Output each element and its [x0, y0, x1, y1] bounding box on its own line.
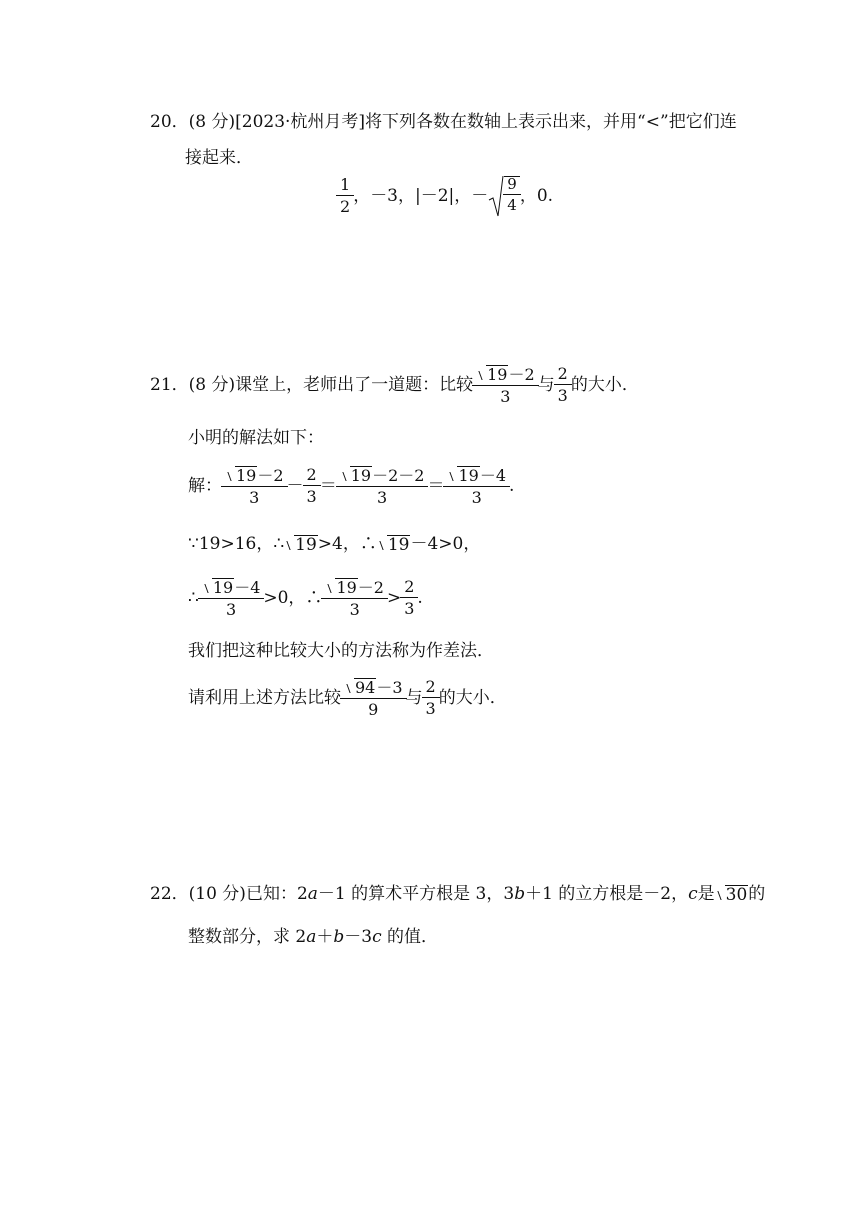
q21-solution-line: 解： $\frac{19-2}{3}$ － $\frac{2}{3}$ ＝ $\frac{19-2-2}{3}$ ＝ $\frac{19-4}{3}$ .: [188, 465, 515, 507]
q21-task-fraction-2: $\frac{2}{3}$: [424, 679, 438, 717]
q20-line2: 接起来．: [185, 148, 253, 168]
q21-points: (8 分): [188, 374, 236, 395]
q21-method-title: 小明的解法如下：: [188, 428, 324, 448]
q20-sqrt-nine-quarters: $\frac{9}{4}$: [488, 174, 520, 218]
q21-sol-fraction-d: $\frac{19-4}{3}$: [445, 466, 508, 506]
q21-intro: 21． (8 分) 课堂上，老师出了一道题：比较 $\frac{19-2}{3}$ 与 $\frac{2}{3}$ 的大小．: [150, 364, 639, 406]
q20-number-list: $\frac{1}{2}$ ， －3，|－2|，－ $\frac{9}{4}$ ，0.: [337, 174, 553, 218]
q20-points: (8 分): [188, 112, 236, 132]
q22-number: 22．: [150, 884, 189, 904]
q21-method-name: 我们把这种比较大小的方法称为作差法．: [188, 641, 494, 661]
q21-step2-sqrt-1: 19: [284, 535, 318, 554]
q21-sol-fraction-b: $\frac{2}{3}$: [305, 467, 319, 505]
q22-sqrt-30: 30: [715, 885, 749, 904]
q20-values: －3，|－2|，－: [370, 185, 489, 206]
q20-text: 将下列各数在数轴上表示出来，并用“<”把它们连: [365, 112, 737, 132]
q21-step2-sqrt-2: 19: [377, 535, 411, 554]
q20-source: [2023·杭州月考]: [235, 112, 366, 132]
q21-step3-fraction-1: $\frac{19-4}{3}$: [200, 578, 263, 618]
q20-fraction-half: $\frac{1}{2}$: [338, 177, 352, 215]
q22-points: (10 分): [188, 884, 246, 904]
q21-sol-fraction-a: $\frac{19-2}{3}$: [223, 466, 286, 506]
q21-step2: ∵19>16，∴ 19 >4，∴ 19 －4>0，: [188, 534, 481, 555]
q21-number: 21．: [150, 374, 189, 395]
q21-intro-fraction-1: $\frac{19-2}{3}$: [474, 365, 537, 405]
q20-number: 20．: [150, 112, 189, 132]
q21-step3: ∴ $\frac{19-4}{3}$ >0，∴ $\frac{19-2}{3}$ > $\frac{2}{3}$ .: [188, 577, 423, 619]
q21-task-fraction-1: $\frac{94-3}{9}$: [342, 678, 405, 718]
q22-line2: 整数部分，求 2a＋b－3c 的值．: [188, 927, 439, 947]
q21-sol-fraction-c: $\frac{19-2-2}{3}$: [338, 466, 427, 506]
q21-step3-fraction-3: $\frac{2}{3}$: [402, 579, 416, 617]
q21-step3-fraction-2: $\frac{19-2}{3}$: [323, 578, 386, 618]
q22-line1: 22． (10 分) 已知：2 a －1 的算术平方根是 3，3 b ＋1 的立方根是－2， c 是 30 的: [150, 884, 766, 905]
q20-line1: [150, 114, 737, 131]
q21-task: 请利用上述方法比较 $\frac{94-3}{9}$ 与 $\frac{2}{3}$ 的大小．: [188, 677, 507, 719]
q21-intro-fraction-2: $\frac{2}{3}$: [556, 366, 570, 404]
